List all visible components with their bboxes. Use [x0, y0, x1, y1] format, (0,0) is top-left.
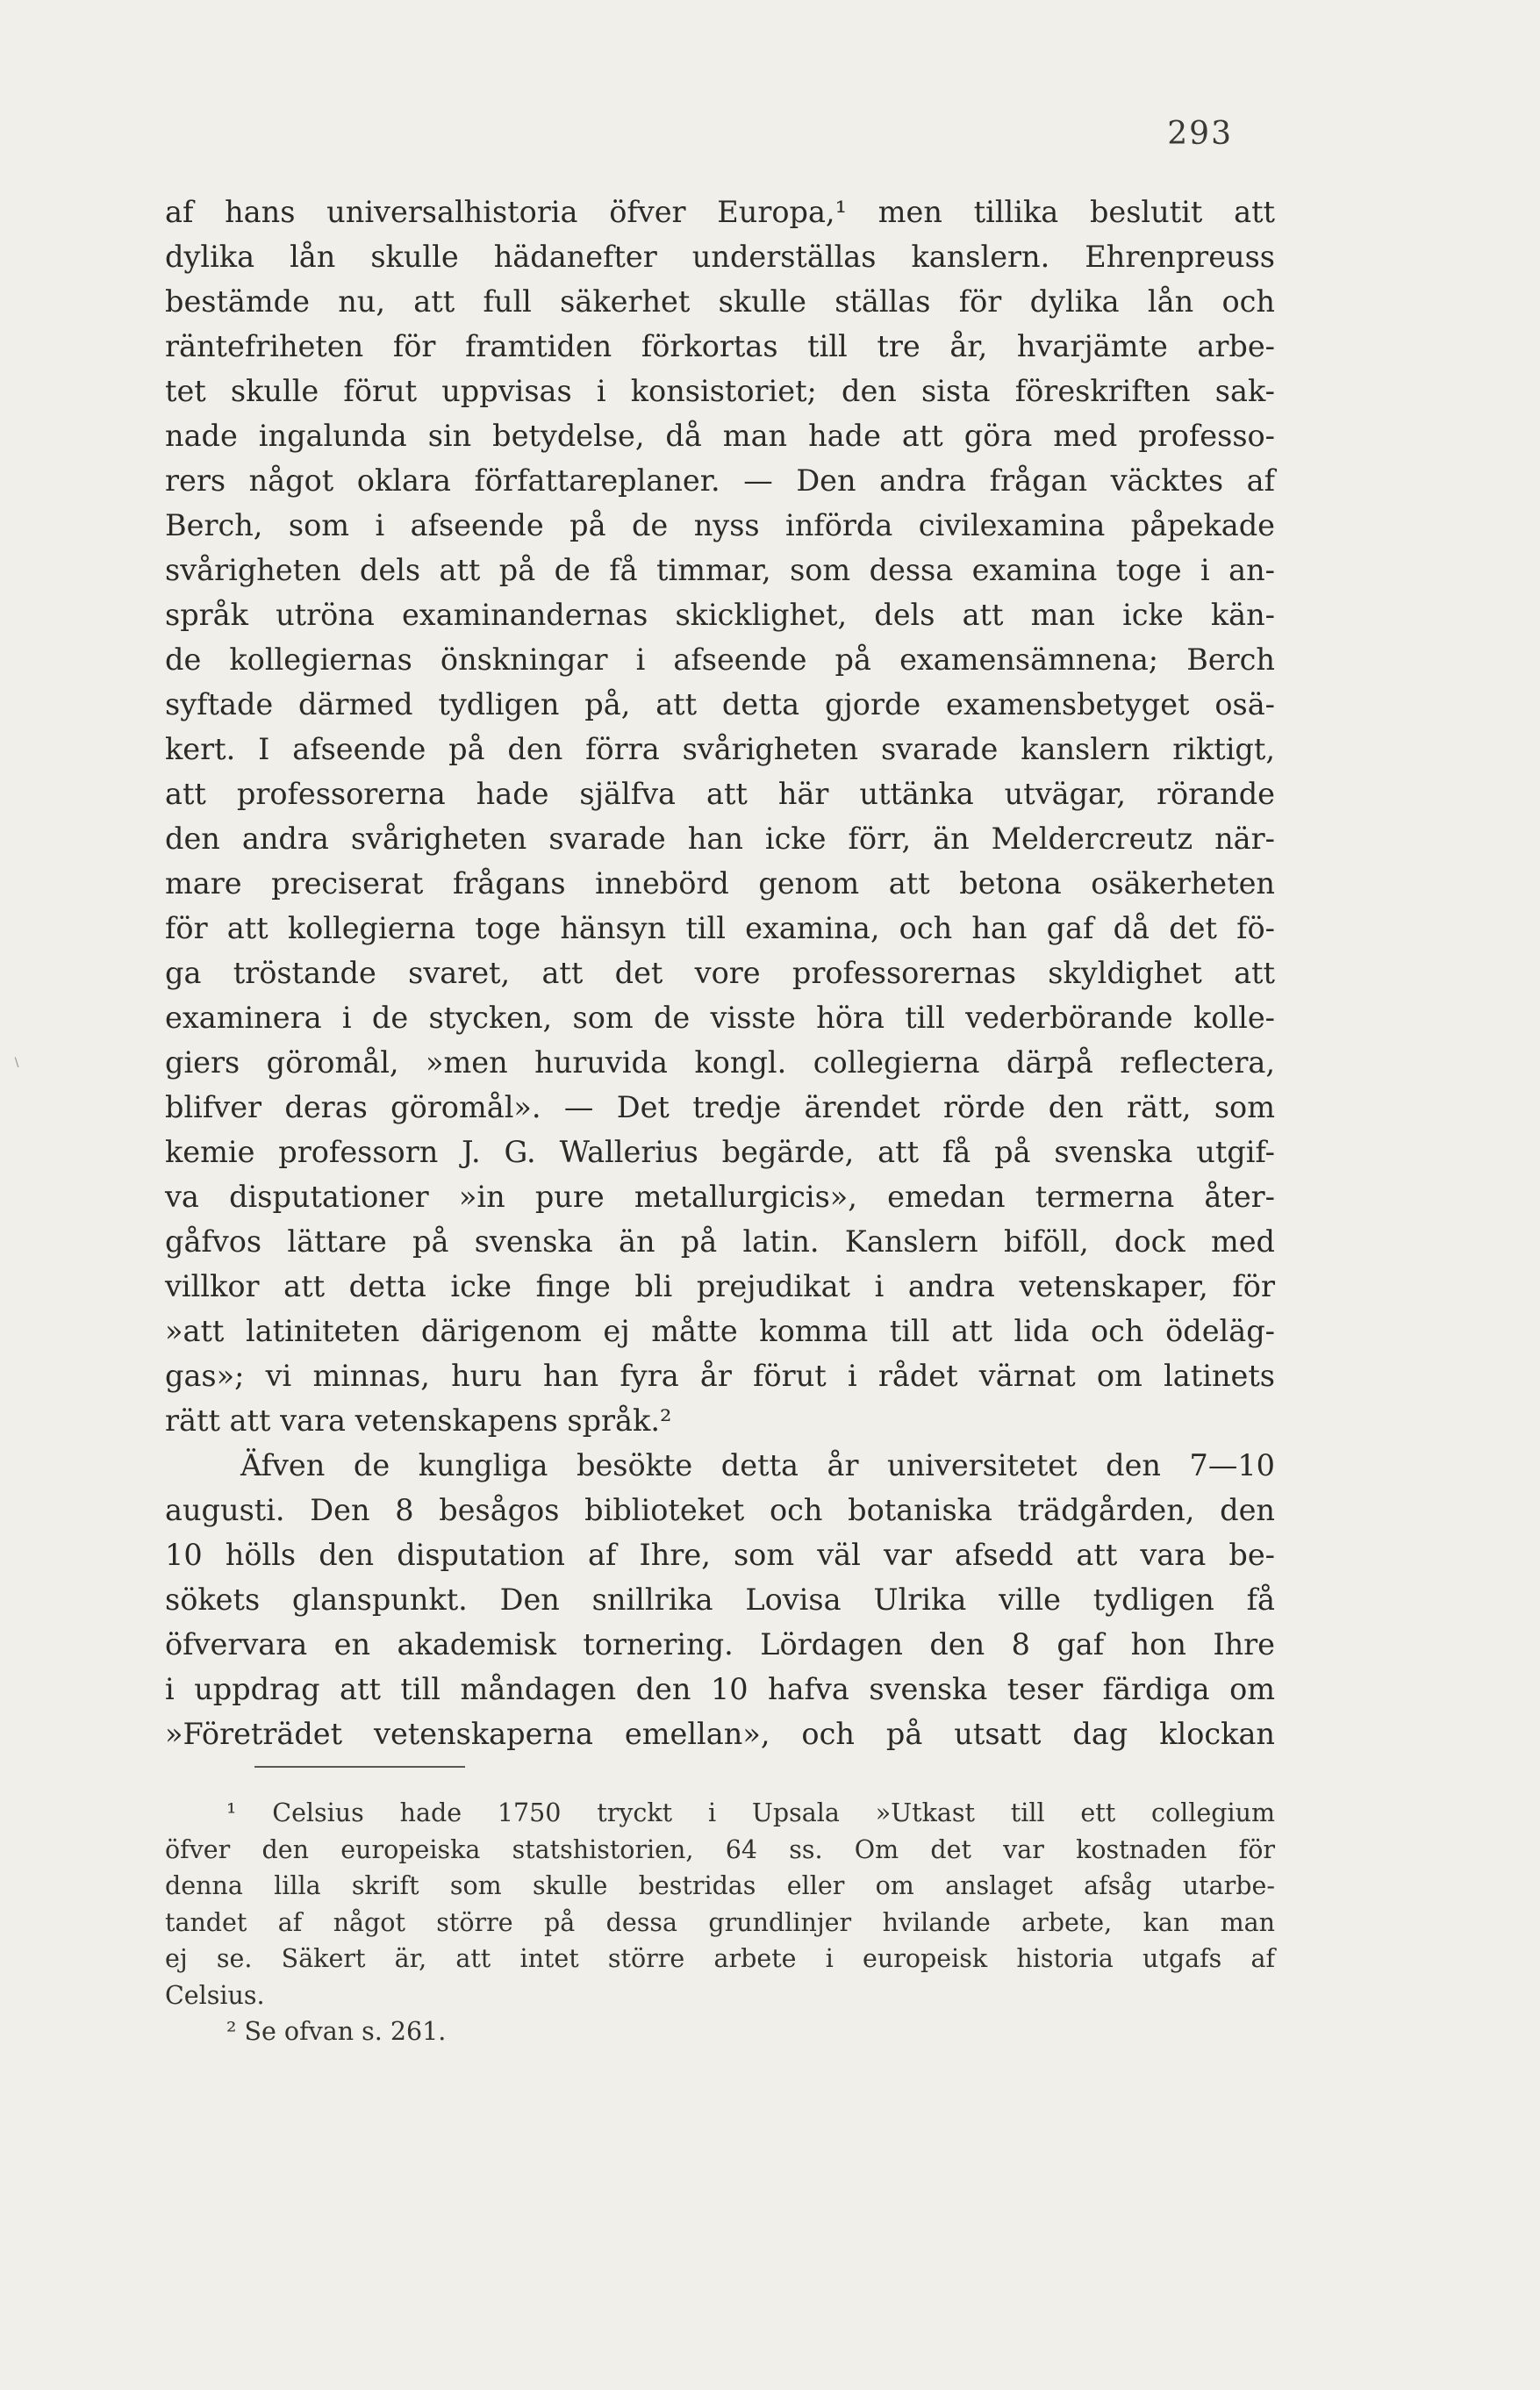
footnote-line: ² Se ofvan s. 261.	[226, 2017, 447, 2046]
text-line: giers göromål, »men huruvida kongl. collegierna därpå reflectera,	[165, 1045, 1275, 1080]
text-line: augusti. Den 8 besågos biblioteket och botaniska trädgården, den	[165, 1493, 1275, 1527]
text-line: Äfven de kungliga besökte detta år universitetet den 7—10	[240, 1448, 1275, 1482]
page-number: 293	[1167, 116, 1233, 152]
text-line: »Företrädet vetenskaperna emellan», och på utsatt dag klockan	[165, 1717, 1275, 1751]
text-line: rers något oklara författareplaner. — Den andra frågan väcktes af	[165, 463, 1275, 498]
text-line: kemie professorn J. G. Wallerius begärde, att få på svenska utgif-	[165, 1135, 1275, 1169]
footnote-line: Celsius.	[165, 1980, 265, 2010]
text-line: gåfvos lättare på svenska än på latin. Kanslern biföll, dock med	[165, 1224, 1275, 1259]
text-line: svårigheten dels att på de få timmar, som dessa examina toge i an-	[165, 553, 1275, 587]
text-line: nade ingalunda sin betydelse, då man hade att göra med professo-	[165, 419, 1275, 453]
text-line: språk utröna examinandernas skicklighet, dels att man icke kän-	[165, 598, 1275, 632]
text-line: Berch, som i afseende på de nyss införda civilexamina påpekade	[165, 508, 1275, 542]
text-line: blifver deras göromål». — Det tredje ärendet rörde den rätt, som	[165, 1090, 1275, 1124]
text-line: mare preciserat frågans innebörd genom att betona osäkerheten	[165, 866, 1275, 901]
text-line: syftade därmed tydligen på, att detta gjorde examensbetyget osä-	[165, 687, 1275, 721]
text-line: kert. I afseende på den förra svårigheten svarade kanslern riktigt,	[165, 732, 1275, 766]
text-line: att professorerna hade själfva att här uttänka utvägar, rörande	[165, 777, 1275, 811]
text-line: i uppdrag att till måndagen den 10 hafva svenska teser färdiga om	[165, 1672, 1275, 1706]
footnote-line: ¹ Celsius hade 1750 tryckt i Upsala »Utkast till ett collegium	[226, 1798, 1275, 1827]
text-line: »att latiniteten därigenom ej måtte komma till att lida och ödeläg-	[165, 1314, 1275, 1348]
text-line: gas»; vi minnas, huru han fyra år förut i rådet värnat om latinets	[165, 1359, 1275, 1393]
footnote-line: öfver den europeiska statshistorien, 64 ss. Om det var kostnaden för	[165, 1834, 1275, 1864]
footnote-line: tandet af något större på dessa grundlinjer hvilande arbete, kan man	[165, 1907, 1275, 1937]
text-line: sökets glanspunkt. Den snillrika Lovisa Ulrika ville tydligen få	[165, 1583, 1275, 1617]
text-line: rätt att vara vetenskapens språk.²	[165, 1403, 672, 1438]
text-line: bestämde nu, att full säkerhet skulle ställas för dylika lån och	[165, 284, 1275, 319]
text-line: för att kollegierna toge hänsyn till examina, och han gaf då det fö-	[165, 911, 1275, 945]
margin-mark: ∖	[12, 1056, 20, 1070]
text-line: ga tröstande svaret, att det vore professorernas skyldighet att	[165, 956, 1275, 990]
text-line: 10 hölls den disputation af Ihre, som väl var afsedd att vara be-	[165, 1538, 1275, 1572]
body-text	[165, 190, 1275, 1756]
footnote-line: ej se. Säkert är, att intet större arbete i europeisk historia utgafs af	[165, 1944, 1275, 1973]
text-line: den andra svårigheten svarade han icke förr, än Meldercreutz när-	[165, 822, 1275, 856]
text-line: de kollegiernas önskningar i afseende på examensämnena; Berch	[165, 642, 1275, 677]
footnote-divider	[254, 1766, 465, 1768]
footnotes	[165, 1795, 1275, 2050]
text-line: examinera i de stycken, som de visste höra till vederbörande kolle-	[165, 1001, 1275, 1035]
text-line: af hans universalhistoria öfver Europa,¹ men tillika beslutit att	[165, 195, 1275, 229]
footnote-line: denna lilla skrift som skulle bestridas eller om anslaget afsåg utarbe-	[165, 1871, 1275, 1900]
text-line: va disputationer »in pure metallurgicis», emedan termerna åter-	[165, 1180, 1275, 1214]
text-line: dylika lån skulle hädanefter underställas kanslern. Ehrenpreuss	[165, 240, 1275, 274]
text-line: räntefriheten för framtiden förkortas till tre år, hvarjämte arbe-	[165, 329, 1275, 363]
text-line: öfvervara en akademisk tornering. Lördagen den 8 gaf hon Ihre	[165, 1627, 1275, 1662]
text-line: tet skulle förut uppvisas i konsistoriet; den sista föreskriften sak-	[165, 374, 1275, 408]
text-line: villkor att detta icke finge bli prejudikat i andra vetenskaper, för	[165, 1269, 1275, 1303]
